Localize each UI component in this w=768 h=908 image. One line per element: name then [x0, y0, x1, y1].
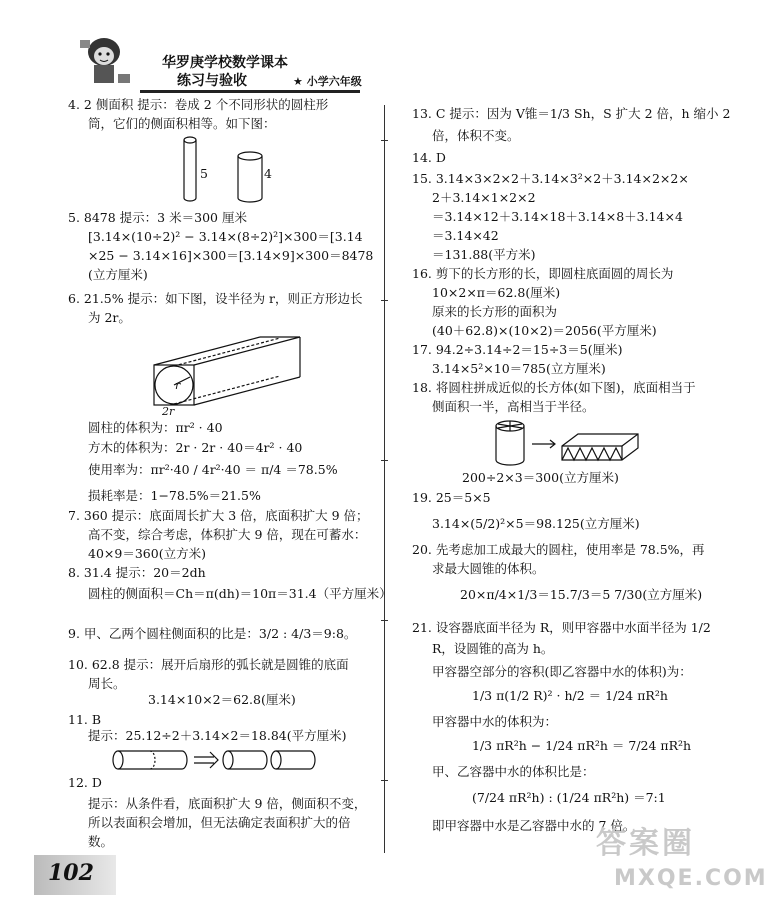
answer-7: 7. 360 提示：底面周长扩大 3 倍，底面积扩大 9 倍； [68, 508, 369, 523]
answer-21-text3: 甲、乙容器中水的体积比是： [432, 764, 595, 779]
answer-15-step2: ＝3.14×42 [432, 228, 499, 243]
answer-7-cont: 高不变，综合考虑，体积扩大 9 倍，现在可蓄水： [88, 527, 367, 542]
answer-9: 9. 甲、乙两个圆柱侧面积的比是：3/2 : 4/3＝9:8。 [68, 626, 357, 641]
answer-18: 18. 将圆柱拼成近似的长方体(如下图)，底面相当于 [412, 380, 696, 395]
cylinder-to-cuboid-figure [492, 418, 642, 468]
side-label: 2r [162, 405, 175, 418]
answer-11: 11. B [68, 712, 102, 727]
answer-16-text: 原来的长方形的面积为 [432, 304, 558, 319]
answer-12: 12. D [68, 775, 102, 790]
divider-tick [381, 620, 388, 621]
answer-21-ratio: (7/24 πR²h) : (1/24 πR²h) ＝7:1 [472, 790, 666, 805]
answer-15-result: ＝131.88(平方米) [432, 247, 536, 262]
column-divider [384, 105, 385, 853]
answer-17-calc: 3.14×5²×10＝785(立方厘米) [432, 361, 606, 376]
header-rule [140, 90, 360, 93]
watermark-logo: 答案圈 [596, 826, 695, 861]
answer-12-end: 数。 [88, 834, 114, 849]
loss-rate: 损耗率是：1−78.5%＝21.5% [88, 488, 261, 503]
answer-5: 5. 8478 提示：3 米＝300 厘米 [68, 210, 247, 225]
cylinder-height-5: 5 [200, 166, 208, 181]
answer-11-hint: 提示：25.12÷2＋3.14×2＝18.84(平方厘米) [88, 728, 347, 743]
radius-label: r [175, 379, 181, 392]
prism-volume: 方木的体积为：2r · 2r · 40＝4r² · 40 [88, 440, 303, 455]
grade-label: ★ 小学六年级 [293, 75, 362, 88]
answer-12-hint: 提示：从条件看，底面积扩大 9 倍，侧面积不变， [88, 796, 367, 811]
answer-13: 13. C 提示：因为 V锥＝1/3 Sh，S 扩大 2 倍，h 缩小 2 [412, 106, 731, 121]
answer-20: 20. 先考虑加工成最大的圆柱，使用率是 78.5%，再 [412, 542, 705, 557]
answer-13-cont: 倍，体积不变。 [432, 128, 520, 143]
divider-tick [381, 300, 388, 301]
answer-20-cont: 求最大圆锥的体积。 [432, 561, 545, 576]
watermark-url: MXQE.COM [614, 866, 768, 891]
prism-figure [150, 335, 310, 415]
answer-4-cont: 筒，它们的侧面积相等。如下图： [88, 116, 276, 131]
answer-16: 16. 剪下的长方形的长，即圆柱底面圆的周长为 [412, 266, 674, 281]
answer-15: 15. 3.14×3×2×2＋3.14×3²×2＋3.14×2×2× [412, 171, 689, 186]
answer-8-calc: 圆柱的侧面积＝Ch＝π(dh)＝10π＝31.4（平方厘米） [88, 586, 392, 601]
answer-8: 8. 31.4 提示：20＝2dh [68, 565, 206, 580]
answer-16-calc1: 10×2×π＝62.8(厘米) [432, 285, 561, 300]
answer-15-cont: 2＋3.14×1×2×2 [432, 190, 536, 205]
answer-18-cont: 侧面积一半，高相当于半径。 [432, 399, 595, 414]
divider-tick [381, 140, 388, 141]
cylinder-split-figure [110, 746, 330, 774]
answer-12-cont: 所以表面积会增加，但无法确定表面积扩大的倍 [88, 815, 351, 830]
answer-21-conclusion: 即甲容器中水是乙容器中水的 7 倍。 [432, 818, 636, 833]
answer-20-calc: 20×π/4×1/3＝15.7/3＝5 7/30(立方厘米) [460, 587, 703, 602]
answer-21-calc1: 1/3 π(1/2 R)² · h/2 ＝ 1/24 πR²h [472, 688, 668, 703]
answer-19-calc: 3.14×(5/2)²×5＝98.125(立方厘米) [432, 516, 640, 531]
answer-21-calc2: 1/3 πR²h − 1/24 πR²h ＝ 7/24 πR²h [472, 738, 692, 753]
answer-21-cont: R，设圆锥的高为 h。 [432, 641, 554, 656]
answer-5-unit: (立方厘米) [88, 267, 148, 282]
answer-17: 17. 94.2÷3.14÷2＝15÷3＝5(厘米) [412, 342, 623, 357]
answer-6-cont: 为 2r。 [88, 310, 131, 325]
answer-19: 19. 25＝5×5 [412, 490, 491, 505]
answer-10-cont: 周长。 [88, 676, 126, 691]
answer-4: 4. 2 侧面积 提示：卷成 2 个不同形状的圆柱形 [68, 97, 329, 112]
answer-5-calc1: [3.14×(10÷2)² − 3.14×(8÷2)²]×300＝[3.14 [88, 229, 363, 244]
divider-tick [381, 460, 388, 461]
answer-10-calc: 3.14×10×2＝62.8(厘米) [148, 692, 296, 707]
book-title: 华罗庚学校数学课本 [162, 55, 288, 71]
answer-15-step1: ＝3.14×12＋3.14×18＋3.14×8＋3.14×4 [432, 209, 683, 224]
answer-21-text1: 甲容器空部分的容积(即乙容器中水的体积)为： [432, 664, 692, 679]
answer-14: 14. D [412, 150, 446, 165]
answer-7-calc: 40×9＝360(立方米) [88, 546, 206, 561]
cartoon-logo [70, 34, 138, 88]
cylinder-height-4: 4 [264, 166, 272, 181]
answer-21: 21. 设容器底面半径为 R，则甲容器中水面半径为 1/2 [412, 620, 711, 635]
divider-tick [381, 780, 388, 781]
book-subtitle: 练习与验收 [177, 73, 247, 89]
answer-16-calc2: (40＋62.8)×(10×2)＝2056(平方厘米) [432, 323, 657, 338]
answer-10: 10. 62.8 提示：展开后扇形的弧长就是圆锥的底面 [68, 657, 349, 672]
usage-rate: 使用率为：πr²·40 / 4r²·40 ＝ π/4 ＝78.5% [88, 462, 338, 477]
answer-6: 6. 21.5% 提示：如下图，设半径为 r，则正方形边长 [68, 291, 363, 306]
answer-18-calc: 200÷2×3＝300(立方厘米) [462, 470, 619, 485]
answer-21-text2: 甲容器中水的体积为： [432, 714, 558, 729]
answer-5-calc2: ×25 − 3.14×16]×300＝[3.14×9]×300＝8478 [88, 248, 374, 263]
cylinder-volume: 圆柱的体积为：πr² · 40 [88, 420, 223, 435]
page-number: 102 [48, 860, 94, 886]
